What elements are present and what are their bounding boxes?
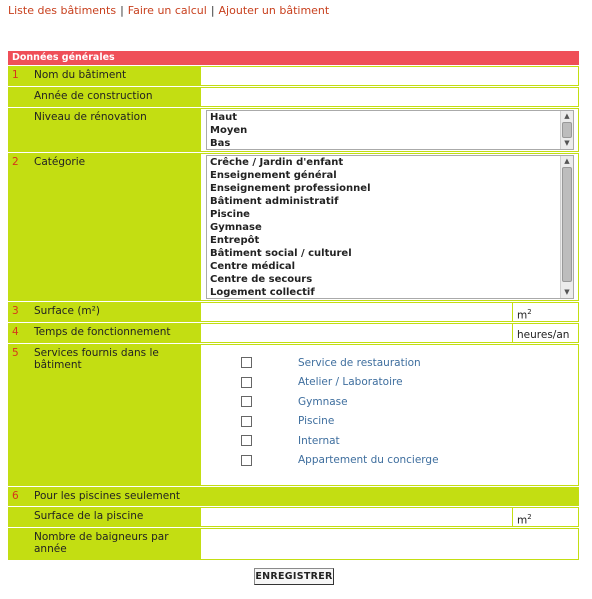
checkbox[interactable] <box>241 377 252 388</box>
categorie-field <box>200 153 579 301</box>
service-option <box>241 392 439 412</box>
row-temps-fonctionnement <box>8 322 579 343</box>
list-option[interactable]: Gymnase <box>210 222 262 233</box>
list-option[interactable]: Enseignement professionnel <box>210 183 371 194</box>
service-label[interactable]: Atelier / Laboratoire <box>298 376 403 389</box>
scrollbar[interactable] <box>560 111 573 149</box>
unit-base: m <box>517 514 528 527</box>
list-option[interactable]: Piscine <box>210 209 250 220</box>
list-option[interactable]: Logement collectif <box>210 287 315 298</box>
label-annee-construction: Année de construction <box>30 87 200 107</box>
service-label[interactable]: Service de restauration <box>298 356 421 369</box>
top-navigation <box>8 4 329 17</box>
row-services <box>8 343 579 486</box>
select-categorie[interactable] <box>206 155 574 299</box>
service-label[interactable]: Piscine <box>298 415 335 428</box>
row-surface-piscine <box>8 506 579 527</box>
section-header: Données générales <box>8 51 579 65</box>
input-surface[interactable] <box>200 302 513 322</box>
list-option[interactable]: Bâtiment administratif <box>210 196 339 207</box>
service-label[interactable]: Gymnase <box>298 395 348 408</box>
label-baigneurs: Nombre de baigneurs par année <box>30 528 200 560</box>
list-option[interactable]: Centre de secours <box>210 274 313 285</box>
nav-link-liste-batiments[interactable]: Liste des bâtiments <box>8 4 117 17</box>
service-option <box>241 451 439 471</box>
label-niveau-renovation: Niveau de rénovation <box>30 108 200 152</box>
unit-exponent: 2 <box>527 513 532 521</box>
service-option <box>241 353 439 373</box>
input-temps-fonctionnement[interactable] <box>200 323 513 343</box>
scrollbar[interactable] <box>560 156 573 298</box>
label-piscines: Pour les piscines seulement <box>30 487 200 506</box>
list-option[interactable]: Haut <box>210 112 238 123</box>
scroll-down-arrow-icon[interactable]: ▼ <box>564 139 570 147</box>
unit-temps: heures/an <box>513 323 579 343</box>
renovation-field <box>200 108 579 152</box>
service-option <box>241 431 439 451</box>
list-option[interactable]: Entrepôt <box>210 235 260 246</box>
row-baigneurs <box>8 527 579 560</box>
list-option[interactable]: Bas <box>210 138 231 149</box>
row-annee-construction <box>8 86 579 107</box>
nav-separator: | <box>120 4 124 17</box>
row-nom-batiment <box>8 65 579 86</box>
row-number: 6 <box>8 487 30 506</box>
nav-link-ajouter-batiment[interactable]: Ajouter un bâtiment <box>218 4 330 17</box>
input-baigneurs[interactable] <box>200 528 579 560</box>
nav-link-faire-calcul[interactable]: Faire un calcul <box>127 4 207 17</box>
row-categorie <box>8 152 579 301</box>
row-number <box>8 87 30 107</box>
checkbox[interactable] <box>241 435 252 446</box>
checkbox[interactable] <box>241 416 252 427</box>
label-nom-batiment: Nom du bâtiment <box>30 66 200 86</box>
unit-base: m <box>517 309 528 322</box>
list-option[interactable]: Crêche / Jardin d'enfant <box>210 157 344 168</box>
input-nom-batiment[interactable] <box>200 66 579 86</box>
list-option[interactable]: Bâtiment social / culturel <box>210 248 352 259</box>
scroll-up-arrow-icon[interactable]: ▲ <box>564 112 570 120</box>
unit-exponent: 2 <box>527 308 532 316</box>
row-number: 5 <box>8 344 30 486</box>
building-form <box>8 51 579 560</box>
label-surface: Surface (m²) <box>30 302 200 322</box>
scrollbar-thumb[interactable] <box>562 122 572 138</box>
service-label[interactable]: Appartement du concierge <box>298 454 439 467</box>
unit-surface <box>513 302 579 322</box>
scroll-up-arrow-icon[interactable]: ▲ <box>564 157 570 165</box>
row-niveau-renovation <box>8 107 579 152</box>
row-number: 3 <box>8 302 30 322</box>
list-option[interactable]: Centre médical <box>210 261 296 272</box>
select-niveau-renovation[interactable] <box>206 110 574 150</box>
input-annee-construction[interactable] <box>200 87 579 107</box>
label-temps-fonctionnement: Temps de fonctionnement <box>30 323 200 343</box>
label-categorie: Catégorie <box>30 153 200 301</box>
checkbox[interactable] <box>241 396 252 407</box>
scrollbar-thumb[interactable] <box>562 167 572 282</box>
checkbox[interactable] <box>241 455 252 466</box>
checkbox[interactable] <box>241 357 252 368</box>
service-option <box>241 412 439 432</box>
row-number: 4 <box>8 323 30 343</box>
row-number <box>8 507 30 527</box>
list-option[interactable]: Moyen <box>210 125 248 136</box>
services-checkbox-list <box>241 353 439 470</box>
service-label[interactable]: Internat <box>298 434 340 447</box>
service-option <box>241 373 439 393</box>
row-number: 1 <box>8 66 30 86</box>
row-piscines-header <box>8 486 579 506</box>
row-surface <box>8 301 579 322</box>
nav-separator: | <box>210 4 215 17</box>
label-surface-piscine: Surface de la piscine <box>30 507 200 527</box>
piscines-header-fill <box>200 487 579 506</box>
row-number: 2 <box>8 153 30 301</box>
label-services: Services fournis dans le bâtiment <box>30 344 200 486</box>
row-number <box>8 528 30 560</box>
list-option[interactable]: Enseignement général <box>210 170 337 181</box>
unit-surface-piscine <box>513 507 579 527</box>
enregistrer-button[interactable]: ENREGISTRER <box>254 568 334 585</box>
services-field <box>200 344 579 486</box>
input-surface-piscine[interactable] <box>200 507 513 527</box>
scroll-down-arrow-icon[interactable]: ▼ <box>564 288 570 296</box>
row-number <box>8 108 30 152</box>
